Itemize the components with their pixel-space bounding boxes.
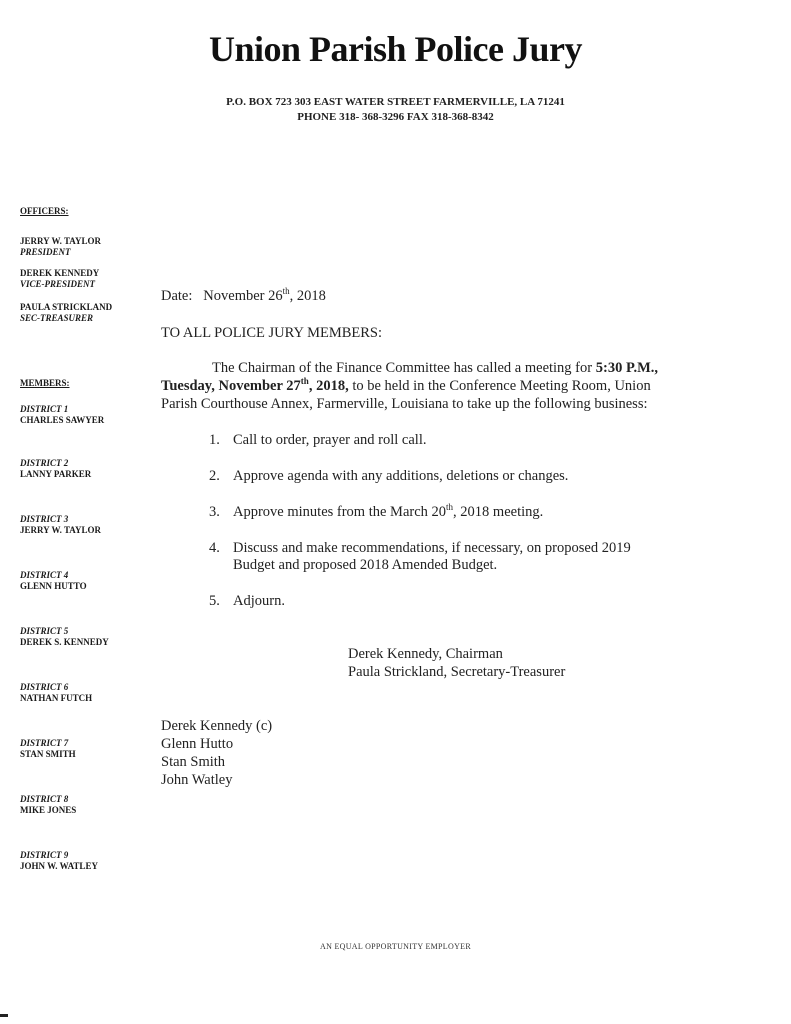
member-district-4: DISTRICT 4 GLENN HUTTO bbox=[20, 570, 87, 591]
body-line-2: Tuesday, November 27th, 2018, to be held in the Conference Meeting Room, Union bbox=[161, 376, 651, 394]
committee-member: John Watley bbox=[161, 772, 233, 788]
committee-member: Glenn Hutto bbox=[161, 736, 234, 752]
committee-member: Derek Kennedy (c) bbox=[161, 718, 273, 734]
page-title: Union Parish Police Jury bbox=[209, 29, 582, 69]
agenda-item-4: 4. Discuss and make recommendations, if necessary, on proposed 2019 bbox=[209, 540, 631, 556]
address-line: P.O. BOX 723 303 EAST WATER STREET FARMERVILLE, LA 71241 bbox=[226, 96, 565, 108]
agenda-item-3: 3. Approve minutes from the March 20th, 2018 meeting. bbox=[209, 502, 544, 520]
officer-sec-treasurer: PAULA STRICKLAND SEC-TREASURER bbox=[20, 302, 113, 323]
footer-eoe: AN EQUAL OPPORTUNITY EMPLOYER bbox=[320, 942, 471, 951]
member-district-1: DISTRICT 1 CHARLES SAWYER bbox=[20, 404, 105, 425]
member-district-8: DISTRICT 8 MIKE JONES bbox=[20, 794, 77, 815]
member-district-2: DISTRICT 2 LANNY PARKER bbox=[20, 458, 92, 479]
member-district-9: DISTRICT 9 JOHN W. WATLEY bbox=[20, 850, 98, 871]
member-district-7: DISTRICT 7 STAN SMITH bbox=[20, 738, 76, 759]
officer-president: JERRY W. TAYLOR PRESIDENT bbox=[20, 236, 101, 257]
agenda-item-5: 5. Adjourn. bbox=[209, 593, 285, 609]
member-district-5: DISTRICT 5 DEREK S. KENNEDY bbox=[20, 626, 109, 647]
signature-chairman: Derek Kennedy, Chairman bbox=[348, 646, 503, 662]
signature-secretary: Paula Strickland, Secretary-Treasurer bbox=[348, 664, 566, 680]
agenda-item-1: 1. Call to order, prayer and roll call. bbox=[209, 432, 427, 448]
committee-member: Stan Smith bbox=[161, 754, 226, 770]
phone-fax-line: PHONE 318- 368-3296 FAX 318-368-8342 bbox=[297, 111, 494, 123]
agenda-item-2: 2. Approve agenda with any additions, deletions or changes. bbox=[209, 468, 569, 484]
letter-date: Date: November 26th, 2018 bbox=[161, 286, 326, 304]
members-heading: MEMBERS: bbox=[20, 378, 70, 388]
body-line-3: Parish Courthouse Annex, Farmerville, Louisiana to take up the following business: bbox=[161, 396, 648, 412]
scan-mark bbox=[0, 1014, 8, 1017]
body-line-1: The Chairman of the Finance Committee has called a meeting for 5:30 P.M., bbox=[212, 360, 659, 376]
member-district-3: DISTRICT 3 JERRY W. TAYLOR bbox=[20, 514, 101, 535]
agenda-item-4-cont: Budget and proposed 2018 Amended Budget. bbox=[233, 557, 498, 573]
officer-vice-president: DEREK KENNEDY VICE-PRESIDENT bbox=[20, 268, 100, 289]
officers-heading: OFFICERS: bbox=[20, 206, 69, 216]
member-district-6: DISTRICT 6 NATHAN FUTCH bbox=[20, 682, 93, 703]
salutation: TO ALL POLICE JURY MEMBERS: bbox=[161, 325, 383, 341]
